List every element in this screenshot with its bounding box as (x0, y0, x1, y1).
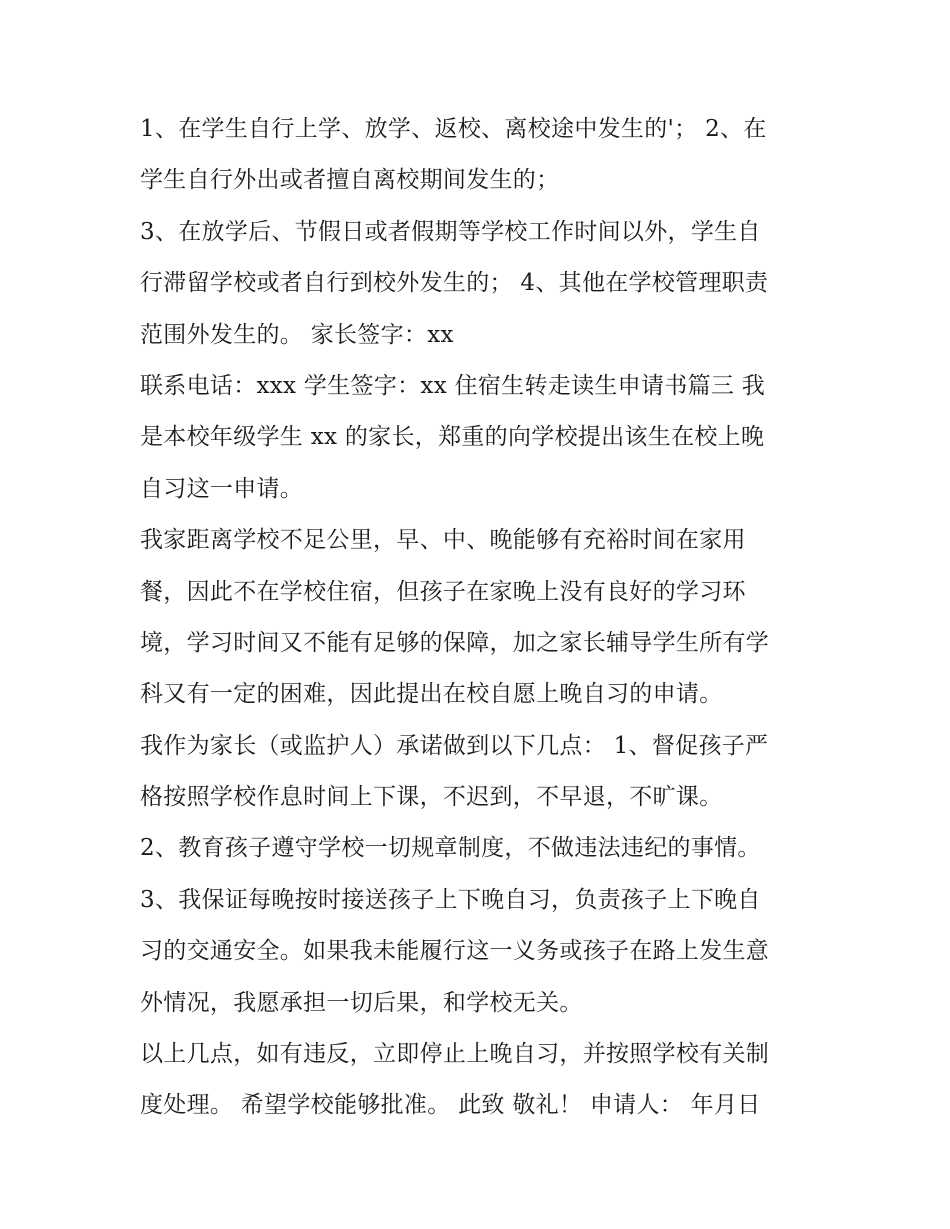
text-line: 以上几点，如有违反，立即停止上晚自习，并按照学校有关制 (140, 1041, 770, 1068)
text-line: 行滞留学校或者自行到校外发生的； 4、其他在学校管理职责 (140, 270, 769, 297)
text-line: 3、我保证每晚按时接送孩子上下晚自习，负责孩子上下晚自 (140, 886, 761, 913)
text-line: 外情况，我愿承担一切后果，和学校无关。 (140, 989, 583, 1016)
text-line: 境，学习时间又不能有足够的保障，加之家长辅导学生所有学 (140, 629, 770, 656)
text-line: 2、教育孩子遵守学校一切规章制度，不做违法违纪的事情。 (140, 835, 761, 862)
text-line: 格按照学校作息时间上下课，不迟到，不早退，不旷课。 (140, 784, 723, 811)
text-line: 我作为家长（或监护人）承诺做到以下几点： 1、督促孩子严 (140, 732, 769, 759)
text-line: 是本校年级学生 xx 的家长，郑重的向学校提出该生在校上晚 (140, 424, 765, 451)
text-line: 自习这一申请。 (140, 475, 304, 502)
text-line: 科又有一定的困难，因此提出在校自愿上晚自习的申请。 (140, 681, 723, 708)
text-line: 餐，因此不在学校住宿，但孩子在家晚上没有良好的学习环 (140, 578, 746, 605)
document-body (140, 104, 820, 1132)
text-line: 学生自行外出或者擅自离校期间发生的； (140, 167, 560, 194)
text-line: 度处理。 希望学校能够批准。 此致 敬礼！ 申请人： 年月日 (140, 1092, 761, 1119)
text-line: 联系电话：xxx 学生签字：xx 住宿生转走读生申请书篇三 我 (140, 372, 766, 399)
text-line: 1、在学生自行上学、放学、返校、离校途中发生的'； 2、在 (140, 116, 767, 142)
text-line: 3、在放学后、节假日或者假期等学校工作时间以外，学生自 (140, 218, 761, 245)
text-line: 范围外发生的。 家长签字：xx (140, 321, 454, 348)
text-line: 我家距离学校不足公里，早、中、晚能够有充裕时间在家用 (140, 527, 746, 554)
text-line: 习的交通安全。如果我未能履行这一义务或孩子在路上发生意 (140, 938, 770, 965)
